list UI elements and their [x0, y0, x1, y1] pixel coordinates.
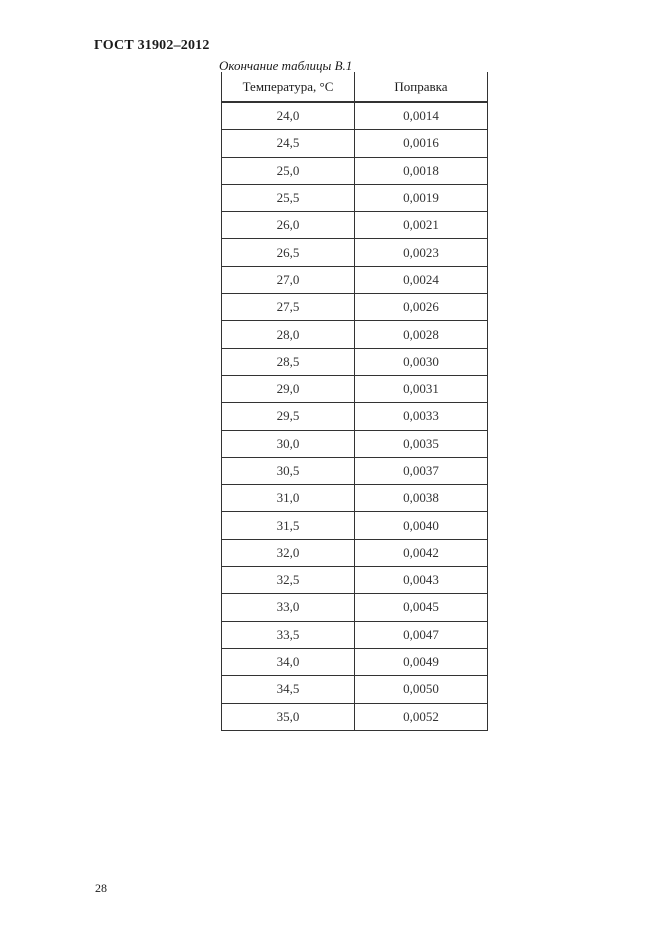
correction-cell: 0,0042	[355, 539, 488, 566]
correction-cell: 0,0037	[355, 457, 488, 484]
correction-cell: 0,0050	[355, 676, 488, 703]
table-row	[222, 375, 488, 402]
temperature-cell: 33,5	[222, 621, 355, 648]
table-row	[222, 512, 488, 539]
correction-cell: 0,0031	[355, 375, 488, 402]
table-row	[222, 430, 488, 457]
temperature-cell: 34,0	[222, 648, 355, 675]
temperature-cell: 32,5	[222, 567, 355, 594]
temperature-cell: 26,0	[222, 212, 355, 239]
correction-cell: 0,0024	[355, 266, 488, 293]
table-row	[222, 184, 488, 211]
temperature-cell: 31,5	[222, 512, 355, 539]
temperature-cell: 32,0	[222, 539, 355, 566]
correction-cell: 0,0033	[355, 403, 488, 430]
correction-cell: 0,0028	[355, 321, 488, 348]
correction-cell: 0,0019	[355, 184, 488, 211]
table-row	[222, 294, 488, 321]
correction-cell: 0,0043	[355, 567, 488, 594]
correction-cell: 0,0045	[355, 594, 488, 621]
temperature-cell: 24,5	[222, 130, 355, 157]
table-row	[222, 348, 488, 375]
temperature-cell: 30,5	[222, 457, 355, 484]
column-header-temperature: Температура, °С	[222, 72, 355, 102]
correction-cell: 0,0021	[355, 212, 488, 239]
temperature-cell: 34,5	[222, 676, 355, 703]
correction-table	[221, 72, 488, 731]
column-header-correction: Поправка	[355, 72, 488, 102]
temperature-cell: 33,0	[222, 594, 355, 621]
temperature-cell: 25,5	[222, 184, 355, 211]
correction-cell: 0,0023	[355, 239, 488, 266]
table-caption: Окончание таблицы В.1	[219, 58, 353, 73]
table-body	[222, 102, 488, 730]
table-row	[222, 539, 488, 566]
temperature-cell: 24,0	[222, 102, 355, 130]
correction-cell: 0,0035	[355, 430, 488, 457]
temperature-cell: 25,0	[222, 157, 355, 184]
table-row	[222, 621, 488, 648]
table-row	[222, 266, 488, 293]
correction-cell: 0,0030	[355, 348, 488, 375]
document-code: ГОСТ 31902–2012	[94, 38, 210, 53]
table-row	[222, 648, 488, 675]
page-number: 28	[95, 881, 107, 895]
temperature-cell: 31,0	[222, 485, 355, 512]
table-row	[222, 130, 488, 157]
table-row	[222, 212, 488, 239]
table-row	[222, 239, 488, 266]
table-row	[222, 567, 488, 594]
correction-cell: 0,0049	[355, 648, 488, 675]
table-row	[222, 594, 488, 621]
correction-cell: 0,0014	[355, 102, 488, 130]
table-row	[222, 157, 488, 184]
table-row	[222, 457, 488, 484]
temperature-cell: 27,0	[222, 266, 355, 293]
temperature-cell: 30,0	[222, 430, 355, 457]
table-row	[222, 676, 488, 703]
temperature-cell: 28,5	[222, 348, 355, 375]
temperature-cell: 35,0	[222, 703, 355, 730]
temperature-cell: 28,0	[222, 321, 355, 348]
table-row	[222, 485, 488, 512]
table-row	[222, 321, 488, 348]
correction-cell: 0,0038	[355, 485, 488, 512]
temperature-cell: 26,5	[222, 239, 355, 266]
temperature-cell: 27,5	[222, 294, 355, 321]
table-row	[222, 403, 488, 430]
correction-cell: 0,0052	[355, 703, 488, 730]
temperature-cell: 29,5	[222, 403, 355, 430]
temperature-cell: 29,0	[222, 375, 355, 402]
table-row	[222, 703, 488, 730]
correction-cell: 0,0016	[355, 130, 488, 157]
correction-cell: 0,0018	[355, 157, 488, 184]
table-row	[222, 102, 488, 130]
correction-cell: 0,0026	[355, 294, 488, 321]
correction-cell: 0,0040	[355, 512, 488, 539]
correction-cell: 0,0047	[355, 621, 488, 648]
table-header-row	[222, 72, 488, 102]
